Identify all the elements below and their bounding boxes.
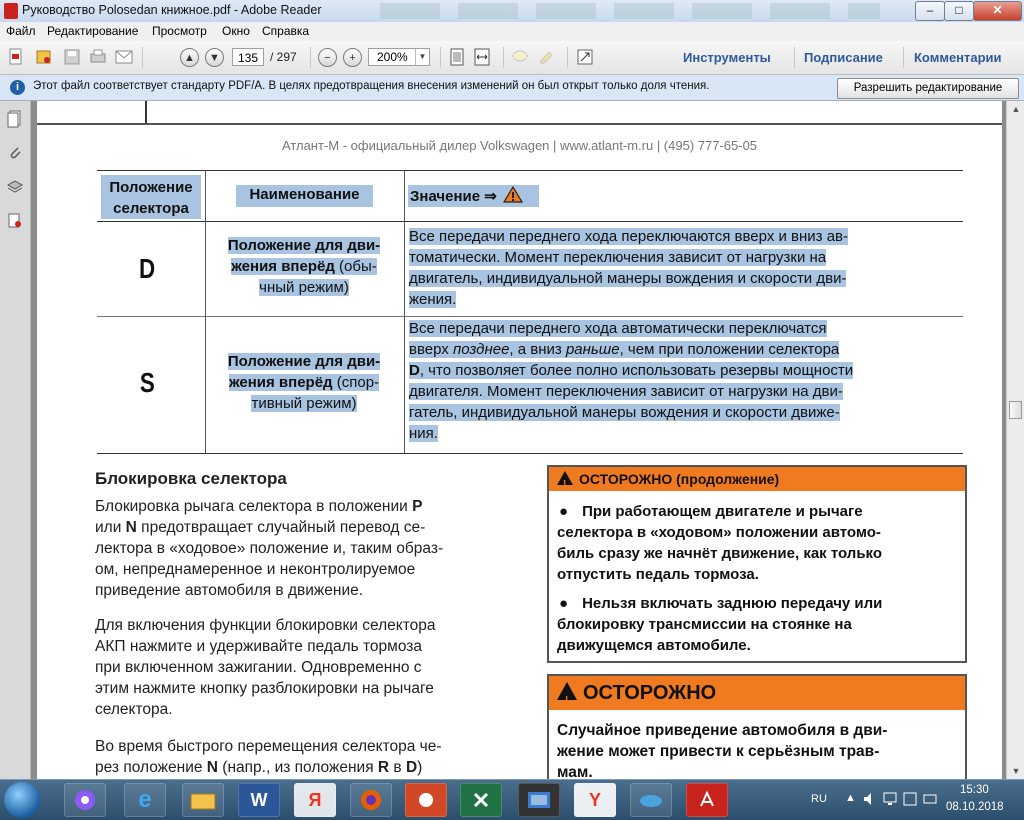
pdfa-info-bar: [0, 75, 1024, 101]
previous-page-button[interactable]: ▲: [180, 48, 199, 67]
column-header-name: Наименование: [249, 186, 360, 203]
toolbar-separator: [567, 47, 568, 68]
fit-page-icon[interactable]: [447, 47, 467, 67]
language-indicator[interactable]: RU: [811, 793, 827, 805]
clock-time[interactable]: 15:30: [960, 784, 989, 796]
column-header-value: Значение ⇒: [410, 186, 523, 205]
tray-expand-icon[interactable]: ▲: [845, 792, 856, 804]
page-number-input[interactable]: 135: [232, 48, 264, 66]
scroll-up-icon[interactable]: ▲: [1011, 104, 1021, 114]
page-thumbnails-icon[interactable]: [6, 110, 24, 128]
title-bar: [0, 0, 1024, 23]
dealer-header: Атлант-М - официальный дилер Volkswagen | www.atlant-m.ru | (495) 777-65-05: [281, 138, 758, 153]
zoom-value: 200%: [377, 50, 408, 64]
info-icon: i: [10, 80, 25, 95]
tools-link[interactable]: Инструменты: [683, 50, 771, 65]
close-button[interactable]: ✕: [973, 1, 1022, 21]
menu-view[interactable]: Просмотр: [152, 24, 207, 38]
minimize-button[interactable]: –: [915, 1, 945, 21]
yandex-browser-icon[interactable]: Я: [294, 783, 336, 817]
attachments-icon[interactable]: [6, 144, 24, 162]
page-edge-mark: [145, 101, 147, 123]
paragraph-lock: Блокировка рычага селектора в положении P или N предотвращает случайный перевод се- лектора в «ходовое» положение и, таким образ- ом, непреднамеренное и неконтролируемое приведение автомобиля в движение.: [95, 498, 444, 599]
word-icon[interactable]: W: [238, 783, 280, 817]
highlight-icon[interactable]: [536, 47, 556, 67]
window-title: Руководство Polosedan книжное.pdf - Adobe Reader: [22, 3, 322, 17]
selector-letter-s: S: [139, 367, 155, 398]
toolbar-separator: [440, 47, 441, 68]
menu-file[interactable]: Файл: [6, 24, 36, 38]
yandex-icon[interactable]: Y: [574, 783, 616, 817]
zoom-select[interactable]: [368, 48, 430, 66]
menu-bar: [0, 22, 1024, 41]
toolbar-separator: [794, 47, 795, 68]
table-col-border: [404, 170, 405, 453]
previous-page-bottom: [37, 101, 1002, 125]
toolbar-separator: [903, 47, 904, 68]
windows-taskbar: [0, 779, 1024, 820]
notification-icon[interactable]: [903, 792, 917, 809]
table-col-border: [205, 170, 206, 453]
toolbar: [0, 41, 1024, 75]
table-header-border: [97, 221, 963, 222]
vertical-scrollbar[interactable]: [1006, 101, 1024, 779]
warning-icon: [557, 471, 573, 485]
chevron-down-icon: ▼: [415, 49, 429, 65]
scroll-thumb[interactable]: [1009, 401, 1022, 419]
firefox-icon[interactable]: [350, 783, 392, 817]
clock-date[interactable]: 08.10.2018: [946, 801, 1004, 813]
scroll-down-icon[interactable]: ▼: [1011, 766, 1021, 776]
adobe-reader-taskbar-icon[interactable]: [686, 783, 728, 817]
table-row-border: [97, 316, 963, 317]
warning-continued-header: !ОСТОРОЖНО (продолжение): [549, 467, 965, 491]
internet-explorer-icon[interactable]: e: [124, 783, 166, 817]
comment-icon[interactable]: [510, 47, 530, 67]
paragraph-enable-lock: Для включения функции блокировки селектора АКП нажмите и удерживайте педаль тормоза при включенном зажигании. Одновременно с этим нажмите кнопку разблокировки на рычаге селектора.: [95, 617, 436, 718]
signatures-icon[interactable]: [6, 212, 24, 230]
row-s-value: Все передачи переднего хода автоматически переключатся вверх позднее, а вниз раньше, чем при положении селектора D, что позволяет более полно использовать резервы мощности двигателя. Момент переключения зависит от нагрузки на дви- гатель, индивидуальной манеры вождения и скорости движе- ния.: [409, 320, 854, 442]
keyboard-icon[interactable]: [923, 792, 937, 809]
warning-icon: [557, 682, 577, 700]
alice-icon[interactable]: [64, 783, 106, 817]
warning-box: [547, 674, 967, 779]
sign-link[interactable]: Подписание: [804, 50, 883, 65]
email-icon[interactable]: [114, 47, 134, 67]
table-bottom-border: [97, 453, 963, 454]
column-header-position: Положение селектора: [109, 179, 193, 217]
selector-letter-d: D: [139, 253, 156, 284]
menu-window[interactable]: Окно: [222, 24, 250, 38]
warning-item-2: ● Нельзя включать заднюю передачу или блокировку трансмиссии на стоянке на движущемся автомобиле.: [557, 595, 883, 654]
powerpoint-icon[interactable]: [405, 783, 447, 817]
warning-continued-box: [547, 465, 967, 663]
table-top-border: [97, 170, 963, 171]
create-pdf-icon[interactable]: [6, 47, 26, 67]
print-icon[interactable]: [88, 47, 108, 67]
section-title: Блокировка селектора: [95, 469, 287, 488]
row-s-name: Положение для дви- жения вперёд (спор- тивный режим): [227, 353, 381, 412]
toolbar-separator: [310, 47, 311, 68]
excel-icon[interactable]: [460, 783, 502, 817]
layers-icon[interactable]: [6, 178, 24, 196]
warning-header: !ОСТОРОЖНО: [549, 676, 965, 710]
enable-editing-button[interactable]: Разрешить редактирование: [837, 78, 1019, 99]
navigation-panel: [0, 101, 31, 779]
toolbar-separator: [503, 47, 504, 68]
video-editor-icon[interactable]: [518, 783, 560, 817]
app-icon[interactable]: [630, 783, 672, 817]
file-explorer-icon[interactable]: [182, 783, 224, 817]
open-file-icon[interactable]: [34, 47, 54, 67]
network-icon[interactable]: [883, 792, 897, 809]
warning-item-1: ● При работающем двигателе и рычаге селектора в «ходовом» положении автомо- биль сразу же начнёт движение, как только отпустить педаль тормоза.: [557, 503, 883, 583]
adobe-reader-icon: [4, 3, 18, 19]
warning-triangle-icon: [503, 186, 523, 203]
start-button[interactable]: [4, 782, 40, 818]
menu-help[interactable]: Справка: [262, 24, 310, 38]
row-d-value: Все передачи переднего хода переключаются вверх и вниз ав- томатически. Момент переключения зависит от нагрузки на двигатель, индивидуальной манеры вождения и скорости дви- жения.: [409, 228, 849, 308]
row-d-name: Положение для дви- жения вперёд (обы- чный режим): [227, 237, 381, 296]
paragraph-fast-move: Во время быстрого перемещения селектора че- рез положение N (напр., из положения R в D): [95, 738, 442, 776]
zoom-in-button[interactable]: +: [343, 48, 362, 67]
toolbar-separator: [142, 47, 143, 68]
volume-icon[interactable]: [863, 792, 877, 809]
maximize-button[interactable]: □: [944, 1, 974, 21]
comments-link[interactable]: Комментарии: [914, 50, 1002, 65]
pdf-page[interactable]: [37, 101, 1002, 779]
background-window-titles: [380, 3, 880, 19]
warning-body: Случайное приведение автомобиля в дви- жение может привести к серьёзным трав- мам.: [557, 722, 888, 779]
info-message: Этот файл соответствует стандарту PDF/A. В целях предотвращения внесения изменений он был открыт только доля чтения.: [33, 80, 710, 92]
next-page-button[interactable]: ▼: [205, 48, 224, 67]
save-icon[interactable]: [62, 47, 82, 67]
zoom-out-button[interactable]: −: [318, 48, 337, 67]
menu-edit[interactable]: Редактирование: [47, 24, 139, 38]
fit-width-icon[interactable]: [472, 47, 492, 67]
page-total: / 297: [270, 50, 297, 64]
expand-icon[interactable]: [575, 47, 595, 67]
